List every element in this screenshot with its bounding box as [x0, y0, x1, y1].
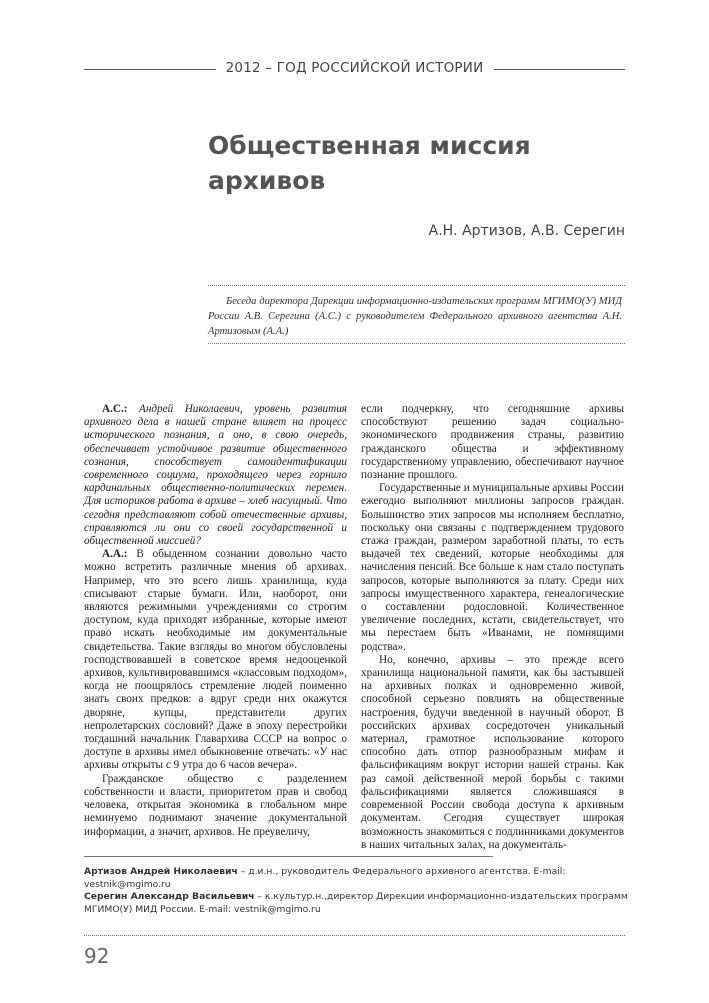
- article-authors: А.Н. Артизов, А.В. Серегин: [428, 223, 625, 239]
- article-title: [208, 128, 638, 198]
- footnote-author-info: – д.и.н., руководитель Федерального архивного агентства. E-mail: vestnik@mgimo.ru: [84, 866, 566, 890]
- body-paragraph: Но, конечно, архивы – это прежде всего хранилища национальной памяти, как бы застывшей на архивных полках и одновременно живой, способной серьезно повлиять на общественные настроения, будучи введенной в научный оборот. В российских архивах сосредоточен уникальный материал, грамотное использование которого способно дать отпор разнообразным мифам и фальсификациям вокруг истории нашей страны. Как раз самой действенной мерой борьбы с такими фальсификациями является сложившаяся в современной России свобода доступа к архивным документам. Сегодня существует широкая возможность знакомиться с подлинниками документов в наших читальных залах, на документаль-: [361, 653, 624, 851]
- lead-bottom-rule: [208, 343, 625, 344]
- answer-text: В обыденном сознании довольно часто можно встретить различные мнения об архивах. Например, что это всего лишь хранилища, куда списывают старые бумаги. Или, наоборот, они являются режимными учреждениями со строгим доступом, куда приходят избранные, которые имеют право искать необходимые им документальные свидетельства. Такие взгляды во многом обусловлены господствовавшей в советское время недооценкой архивов, культивировавшимся «классовым подходом», когда не поощрялось стремление людей поименно знать своих предков: а вдруг среди них окажутся дворяне, купцы, представители других непролетарских сословий? Даже в эпоху перестройки тогдашний начальник Главархива СССР на вопрос о доступе в архивы имел обыкновение отвечать: «У нас архивы открыты с 9 утра до 6 часов вечера».: [84, 548, 347, 772]
- body-paragraph-continued: если подчеркну, что сегодняшние архивы способствуют решению задач социально-экономического продвижения страны, развитию гражданского общества и эффективному государственному управлению, обеспечивают научное познание прошлого.: [361, 403, 624, 482]
- footnote-rule: [84, 856, 493, 857]
- speaker-as: А.С.:: [102, 403, 128, 415]
- article-lead: Беседа директора Дирекции информационно-издательских программ МГИМО(У) МИД России А.В. Серегина (А.С.) с руководителем Федерального архивного агентства А.Н. Артизовым (А.А.): [208, 296, 622, 337]
- footnote-author-name: Артизов Андрей Николаевич: [84, 866, 238, 877]
- answer-paragraph: [84, 548, 347, 772]
- author-footnotes: [84, 866, 629, 916]
- footnote-item: [84, 891, 629, 916]
- lead-top-rule: [208, 285, 625, 286]
- question-paragraph: [84, 403, 347, 548]
- footnote-author-name: Серегин Александр Васильевич: [84, 891, 255, 902]
- running-head: [0, 60, 709, 76]
- left-column: [84, 403, 347, 839]
- page-footer-rule: [84, 935, 625, 936]
- footnote-item: [84, 866, 629, 891]
- running-head-text: 2012 – ГОД РОССИЙСКОЙ ИСТОРИИ: [220, 60, 490, 76]
- footnote-author-info: – к.культур.н.,директор Дирекции информационно-издательских программ МГИМО(У) МИД России. E-mail: vestnik@mgimo.ru: [84, 891, 628, 915]
- speaker-aa: А.А.:: [102, 548, 128, 561]
- body-paragraph: Гражданское общество с разделением собственности и власти, приоритетом прав и свобод человека, открытая экономика в глобальном мире неминуемо поднимают значение документальной информации, а значит, архивов. Не преувеличу,: [84, 772, 347, 838]
- body-paragraph: Государственные и муниципальные архивы России ежегодно выполняют миллионы запросов граждан. Большинство этих запросов мы исполняем бесплатно, поскольку они связаны с подтверждением трудового стажа граждан, размером заработной платы, то есть выдачей тех сведений, которые необходимы для начисления пенсий. Все больше к нам стало поступать запросов, которые выполняются за плату. Среди них запросы имущественного характера, генеалогические о составлении родословной. Количественное увеличение последних, кстати, свидетельствует, что мы перестаем быть «Иванами, не помнящими родства».: [361, 482, 624, 653]
- page-number: 92: [84, 944, 110, 968]
- question-text: Андрей Николаевич, уровень развития архивного дела в нашей стране влияет на процесс исторического познания, а оно, в свою очередь, обеспечивает устойчивое развитие общественного сознания, способствует самоидентификации современного социума, проходящего через горнило кардинальных общественно-политических перемен. Для историков работа в архиве – хлеб насущный. Что сегодня представляют собой отечественные архивы, справляются ли они со своей государственной и общественной миссией?: [84, 403, 347, 548]
- right-column: [361, 403, 624, 852]
- title-line-2: архивов: [208, 166, 326, 195]
- title-line-1: Общественная миссия: [208, 131, 531, 160]
